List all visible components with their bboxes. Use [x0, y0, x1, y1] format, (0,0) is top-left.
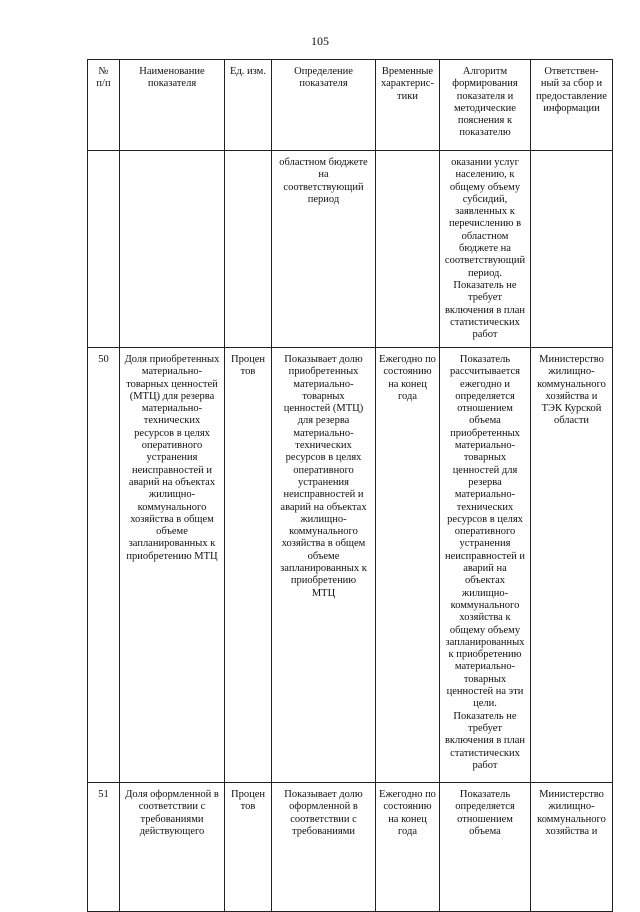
cell-unit: Процен тов [225, 783, 272, 912]
indicators-table [87, 59, 613, 912]
cell-responsible: Министерство жилищно- коммунального хозяйства и [531, 783, 613, 912]
header-cell: Ответствен- ный за сбор и предоставление информации [531, 60, 613, 151]
cell-number [88, 151, 120, 348]
header-cell: Наименование показателя [120, 60, 225, 151]
cell-unit: Процен тов [225, 348, 272, 783]
header-cell: Алгоритм формирования показателя и методические пояснения к показателю [440, 60, 531, 151]
cell-name: Доля оформленной в соответствии с требованиями действующего [120, 783, 225, 912]
cell-responsible: Министерство жилищно- коммунального хозяйства и ТЭК Курской области [531, 348, 613, 783]
cell-definition: областном бюджете на соответствующий период [272, 151, 376, 348]
cell-timing [376, 151, 440, 348]
header-cell: № п/п [88, 60, 120, 151]
cell-name [120, 151, 225, 348]
cell-responsible [531, 151, 613, 348]
header-cell: Временные характерис- тики [376, 60, 440, 151]
cell-definition: Показывает долю оформленной в соответствии с требованиями [272, 783, 376, 912]
table-row-continued [88, 151, 613, 348]
cell-algorithm: оказании услуг населению, к общему объему субсидий, заявленных к перечислению в областном бюджете на соответствующий период. Показатель не требует включения в план статистических работ [440, 151, 531, 348]
cell-name: Доля приобретенных материально- товарных ценностей (МТЦ) для резерва материально- технических ресурсов в целях оперативного устранения неисправностей и аварий на объектах жилищно- коммунального хозяйства в общем объеме запланированных к приобретению МТЦ [120, 348, 225, 783]
table-row-50 [88, 348, 613, 783]
header-cell: Определение показателя [272, 60, 376, 151]
cell-timing: Ежегодно по состоянию на конец года [376, 783, 440, 912]
cell-timing: Ежегодно по состоянию на конец года [376, 348, 440, 783]
cell-unit [225, 151, 272, 348]
header-cell: Ед. изм. [225, 60, 272, 151]
cell-algorithm: Показатель определяется отношением объема [440, 783, 531, 912]
cell-number: 51 [88, 783, 120, 912]
cell-algorithm: Показатель рассчитывается ежегодно и определяется отношением объема приобретенных материально- товарных ценностей для резерва материально- технических ресурсов в целях оперативного устранения неисправностей и аварий на объектах жилищно- коммунального хозяйства к общему объему запланированных к приобретению материально- товарных ценностей на эти цели. Показатель не требует включения в план статистических работ [440, 348, 531, 783]
cell-definition: Показывает долю приобретенных материально- товарных ценностей (МТЦ) для резерва материально- технических ресурсов в целях оперативного устранения неисправностей и аварий на объектах жилищно- коммунального хозяйства в общем объеме запланированных к приобретению МТЦ [272, 348, 376, 783]
cell-number: 50 [88, 348, 120, 783]
page-number: 105 [311, 34, 329, 48]
table-row-51 [88, 783, 613, 912]
table-header-row [88, 60, 613, 151]
